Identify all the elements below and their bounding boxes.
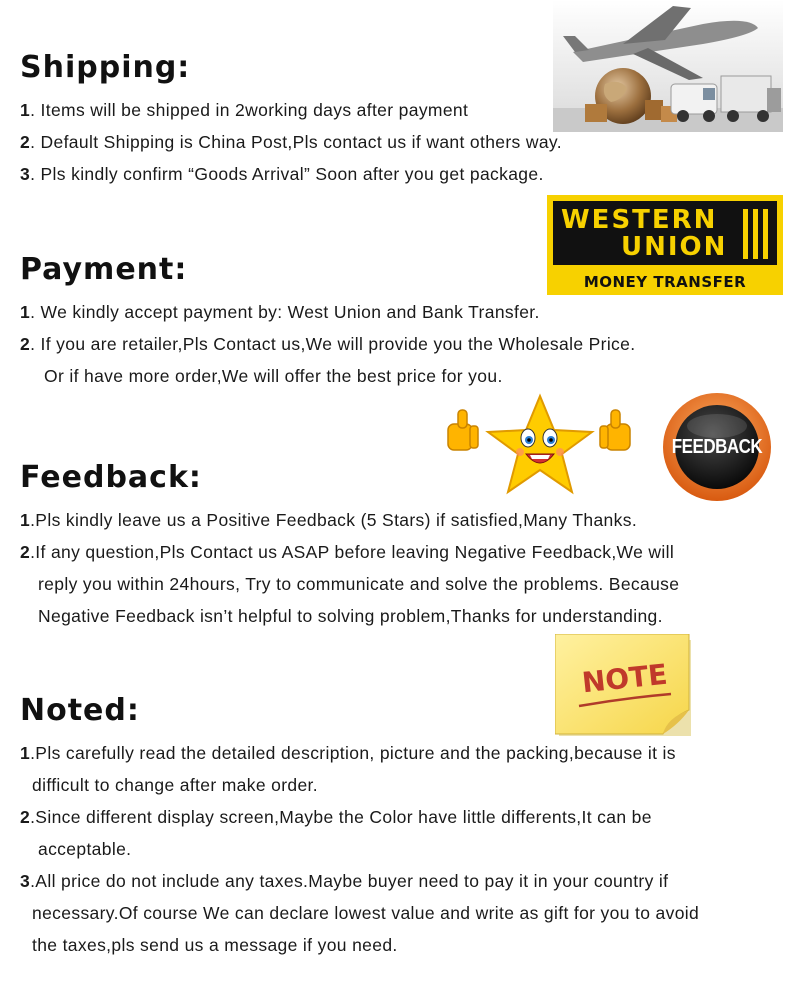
feedback-item-1: 1.Pls kindly leave us a Positive Feedback (5 Stars) if satisfied,Many Thanks. <box>20 510 638 530</box>
smiling-star-thumbs-up-icon <box>444 392 636 496</box>
noted-item-1-continuation: difficult to change after make order. <box>32 775 318 795</box>
airplane-globe-truck-icon <box>553 0 783 132</box>
shipping-item-1: 1. Items will be shipped in 2working days after payment <box>20 100 469 120</box>
svg-text:NOTE: NOTE <box>580 657 669 700</box>
feedback-item-2-continuation-2: Negative Feedback isn’t helpful to solving problem,Thanks for understanding. <box>38 606 663 626</box>
payment-item-2: 2. If you are retailer,Pls Contact us,We will provide you the Wholesale Price. <box>20 334 636 354</box>
sticky-note-icon <box>555 634 695 738</box>
shipping-item-3: 3. Pls kindly confirm “Goods Arrival” Soon after you get package. <box>20 164 544 184</box>
noted-item-2: 2.Since different display screen,Maybe the Color have little differents,It can be <box>20 807 652 827</box>
payment-item-1: 1. We kindly accept payment by: West Union and Bank Transfer. <box>20 302 540 322</box>
shipping-heading: Shipping: <box>20 50 191 85</box>
feedback-item-2: 2.If any question,Pls Contact us ASAP before leaving Negative Feedback,We will <box>20 542 675 562</box>
western-union-logo: WESTERN UNION MONEY TRANSFER <box>547 195 783 295</box>
noted-item-1: 1.Pls carefully read the detailed description, picture and the packing,because it is <box>20 743 676 763</box>
noted-item-2-continuation: acceptable. <box>38 839 132 859</box>
noted-item-3: 3.All price do not include any taxes.Maybe buyer need to pay it in your country if <box>20 871 669 891</box>
noted-heading: Noted: <box>20 693 140 728</box>
noted-item-3-continuation-1: necessary.Of course We can declare lowest value and write as gift for you to avoid <box>32 903 700 923</box>
feedback-badge-label: FEEDBACK <box>671 435 763 458</box>
feedback-heading: Feedback: <box>20 460 202 495</box>
shipping-item-2: 2. Default Shipping is China Post,Pls contact us if want others way. <box>20 132 562 152</box>
payment-item-2-continuation: Or if have more order,We will offer the best price for you. <box>44 366 503 386</box>
noted-item-3-continuation-2: the taxes,pls send us a message if you need. <box>32 935 398 955</box>
feedback-item-2-continuation-1: reply you within 24hours, Try to communicate and solve the problems. Because <box>38 574 680 594</box>
payment-heading: Payment: <box>20 252 188 287</box>
